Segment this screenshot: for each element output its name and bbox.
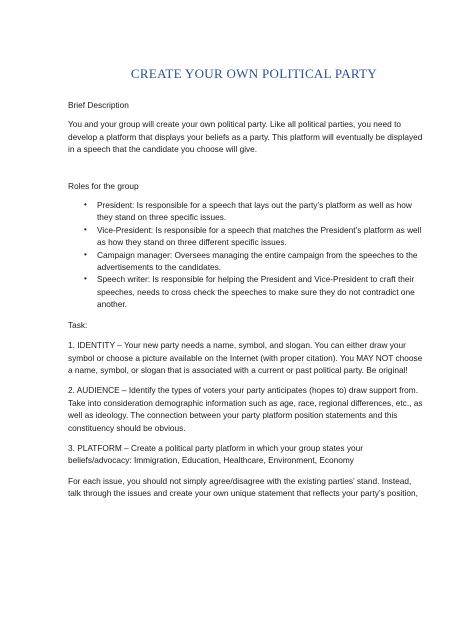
document-title: CREATE YOUR OWN POLITICAL PARTY (130, 66, 378, 81)
section-spacer (68, 164, 424, 180)
role-item-campaign-manager (68, 249, 424, 274)
role-text: Speech writer: Is responsible for helping the President and Vice-President to craft their speeches, needs to cross check the speeches to make sure they do not contradict one another. (97, 274, 415, 310)
role-item-vice-president (68, 224, 424, 249)
task-item-audience: 2. AUDIENCE – Identify the types of voters your party anticipates (hopes to) draw support from. Take into consideration demographic information such as age, race, regional differences, etc., as well as ideology. The connection between your party platform position statements and this constituency should be obvious. (68, 385, 423, 433)
role-text: Campaign manager: Oversees managing the entire campaign from the speeches to the advertisements to the candidates. (97, 249, 418, 273)
task-item-identity: 1. IDENTITY – Your new party needs a name, symbol, and slogan. You can either draw your symbol or choose a picture available on the Internet (with proper citation). You MAY NOT choose a name, symbol, or slogan that is associated with a current or past political party. Be original! (68, 340, 423, 375)
bullet-icon: • (84, 249, 87, 259)
bullet-icon: • (84, 224, 87, 234)
role-item-speech-writer (68, 273, 424, 310)
brief-description-heading: Brief Description (68, 100, 129, 110)
brief-description-text: You and your group will create your own political party. Like all political parties, you need to develop a platform that displays your beliefs as a party. This platform will eventually be displayed in a speech that the candidate you choose will give. (68, 119, 423, 155)
closing-paragraph: For each issue, you should not simply agree/disagree with the existing parties’ stand. Instead, talk through the issues and create your own unique statement that reflects your party’s position, (68, 475, 418, 499)
bullet-icon: • (84, 200, 87, 210)
bullet-icon: • (84, 274, 87, 284)
roles-heading: Roles for the group (68, 180, 139, 191)
role-text: Vice-President: Is responsible for a speech that matches the President’s platform as well as how they stand on three different specific issues. (97, 224, 422, 248)
task-heading: Task: (68, 319, 88, 330)
roles-list (68, 199, 424, 311)
task-item-platform: 3. PLATFORM – Create a political party platform in which your group states your beliefs/advocacy: Immigration, Education, Healthcare, Environment, Economy (68, 442, 363, 466)
role-item-president (68, 199, 424, 224)
role-text: President: Is responsible for a speech that lays out the party’s platform as well as how they stand on three specific issues. (97, 200, 412, 223)
